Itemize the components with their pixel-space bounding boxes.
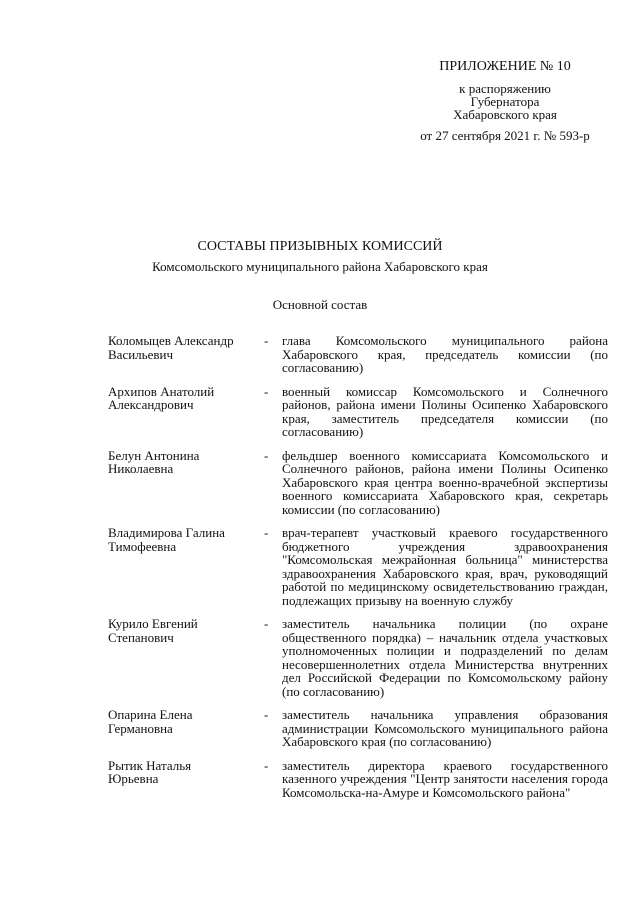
member-name xyxy=(108,759,264,786)
member-dash: - xyxy=(264,525,269,540)
member-role: фельдшер военного комиссариата Комсомольского и Солнечного районов, района имени Полины Осипенко Хабаровского края центра военно-врачебной экспертизы военного комиссариата Хабаровского края, секретарь комиссии (по согласованию) xyxy=(282,447,608,517)
member-name-line: Коломыцев Александр xyxy=(108,333,234,348)
member-name-line: Архипов Анатолий xyxy=(108,383,215,399)
member-name-line: Рытик Наталья xyxy=(108,757,192,773)
appendix-title: ПРИЛОЖЕНИЕ № 10 xyxy=(439,59,571,74)
section-heading: Основной состав xyxy=(272,297,368,312)
member-name-line: Германовна xyxy=(108,720,173,736)
member-name xyxy=(108,708,264,735)
appendix-line: Хабаровского края xyxy=(453,107,557,122)
member-name-line: Владимирова Галина xyxy=(108,525,225,540)
member-dash: - xyxy=(264,757,269,773)
document-title: СОСТАВЫ ПРИЗЫВНЫХ КОМИССИЙ xyxy=(197,239,443,254)
member-row xyxy=(108,708,608,749)
member-name xyxy=(108,449,264,476)
member-dash: - xyxy=(264,383,269,399)
member-name xyxy=(108,334,264,361)
member-name-line: Александрович xyxy=(108,397,194,412)
member-role: заместитель начальника полиции (по охране общественного порядка) – начальник отдела участковых уполномоченных полиции и подразделений по делам несовершеннолетних отдела Министерства внутренних дел Российской Федерации по Комсомольскому району (по согласованию) xyxy=(282,616,608,699)
member-name-line: Белун Антонина xyxy=(108,447,200,463)
member-row xyxy=(108,759,608,800)
member-name-line: Тимофеевна xyxy=(108,538,177,554)
member-role: заместитель директора краевого государственного казенного учреждения "Центр занятости населения города Комсомольска-на-Амуре и Комсомольского района" xyxy=(282,757,608,800)
appendix-block xyxy=(400,58,610,142)
member-row xyxy=(108,449,608,517)
member-name-line: Васильевич xyxy=(108,346,173,362)
member-name xyxy=(108,526,264,553)
member-name-line: Курило Евгений xyxy=(108,616,198,631)
member-name-line: Степанович xyxy=(108,629,174,645)
members-list xyxy=(108,334,608,799)
member-name-line: Юрьевна xyxy=(108,771,159,786)
member-role: врач-терапевт участковый краевого государственного бюджетного учреждения здравоохранения "Комсомольская межрайонная больница" министерства здравоохранения Хабаровского края, врач, руководящий работой по медицинскому освидетельствованию граждан, подлежащих призыву на военную службу xyxy=(282,525,608,608)
title-block xyxy=(0,238,640,314)
member-row xyxy=(108,617,608,698)
appendix-line: Губернатора xyxy=(470,94,540,109)
member-dash: - xyxy=(264,707,269,722)
member-role: военный комиссар Комсомольского и Солнечного районов, района имени Полины Осипенко Хабаровского края, заместитель председателя комиссии (по согласованию) xyxy=(282,383,608,439)
member-dash: - xyxy=(264,447,269,463)
member-row xyxy=(108,334,608,375)
document-subtitle: Комсомольского муниципального района Хабаровского края xyxy=(152,259,488,274)
member-role: заместитель начальника управления образования администрации Комсомольского муниципального района Хабаровского края (по согласованию) xyxy=(282,707,608,749)
appendix-line: к распоряжению xyxy=(459,81,551,96)
member-row xyxy=(108,526,608,607)
member-dash: - xyxy=(264,616,269,631)
appendix-date: от 27 сентября 2021 г. № 593-р xyxy=(420,128,590,143)
member-role: глава Комсомольского муниципального района Хабаровского края, председатель комиссии (по согласованию) xyxy=(282,333,608,375)
member-name-line: Опарина Елена xyxy=(108,707,193,722)
member-name-line: Николаевна xyxy=(108,461,174,476)
member-row xyxy=(108,385,608,439)
member-name xyxy=(108,385,264,412)
member-name xyxy=(108,617,264,644)
member-dash: - xyxy=(264,333,269,348)
